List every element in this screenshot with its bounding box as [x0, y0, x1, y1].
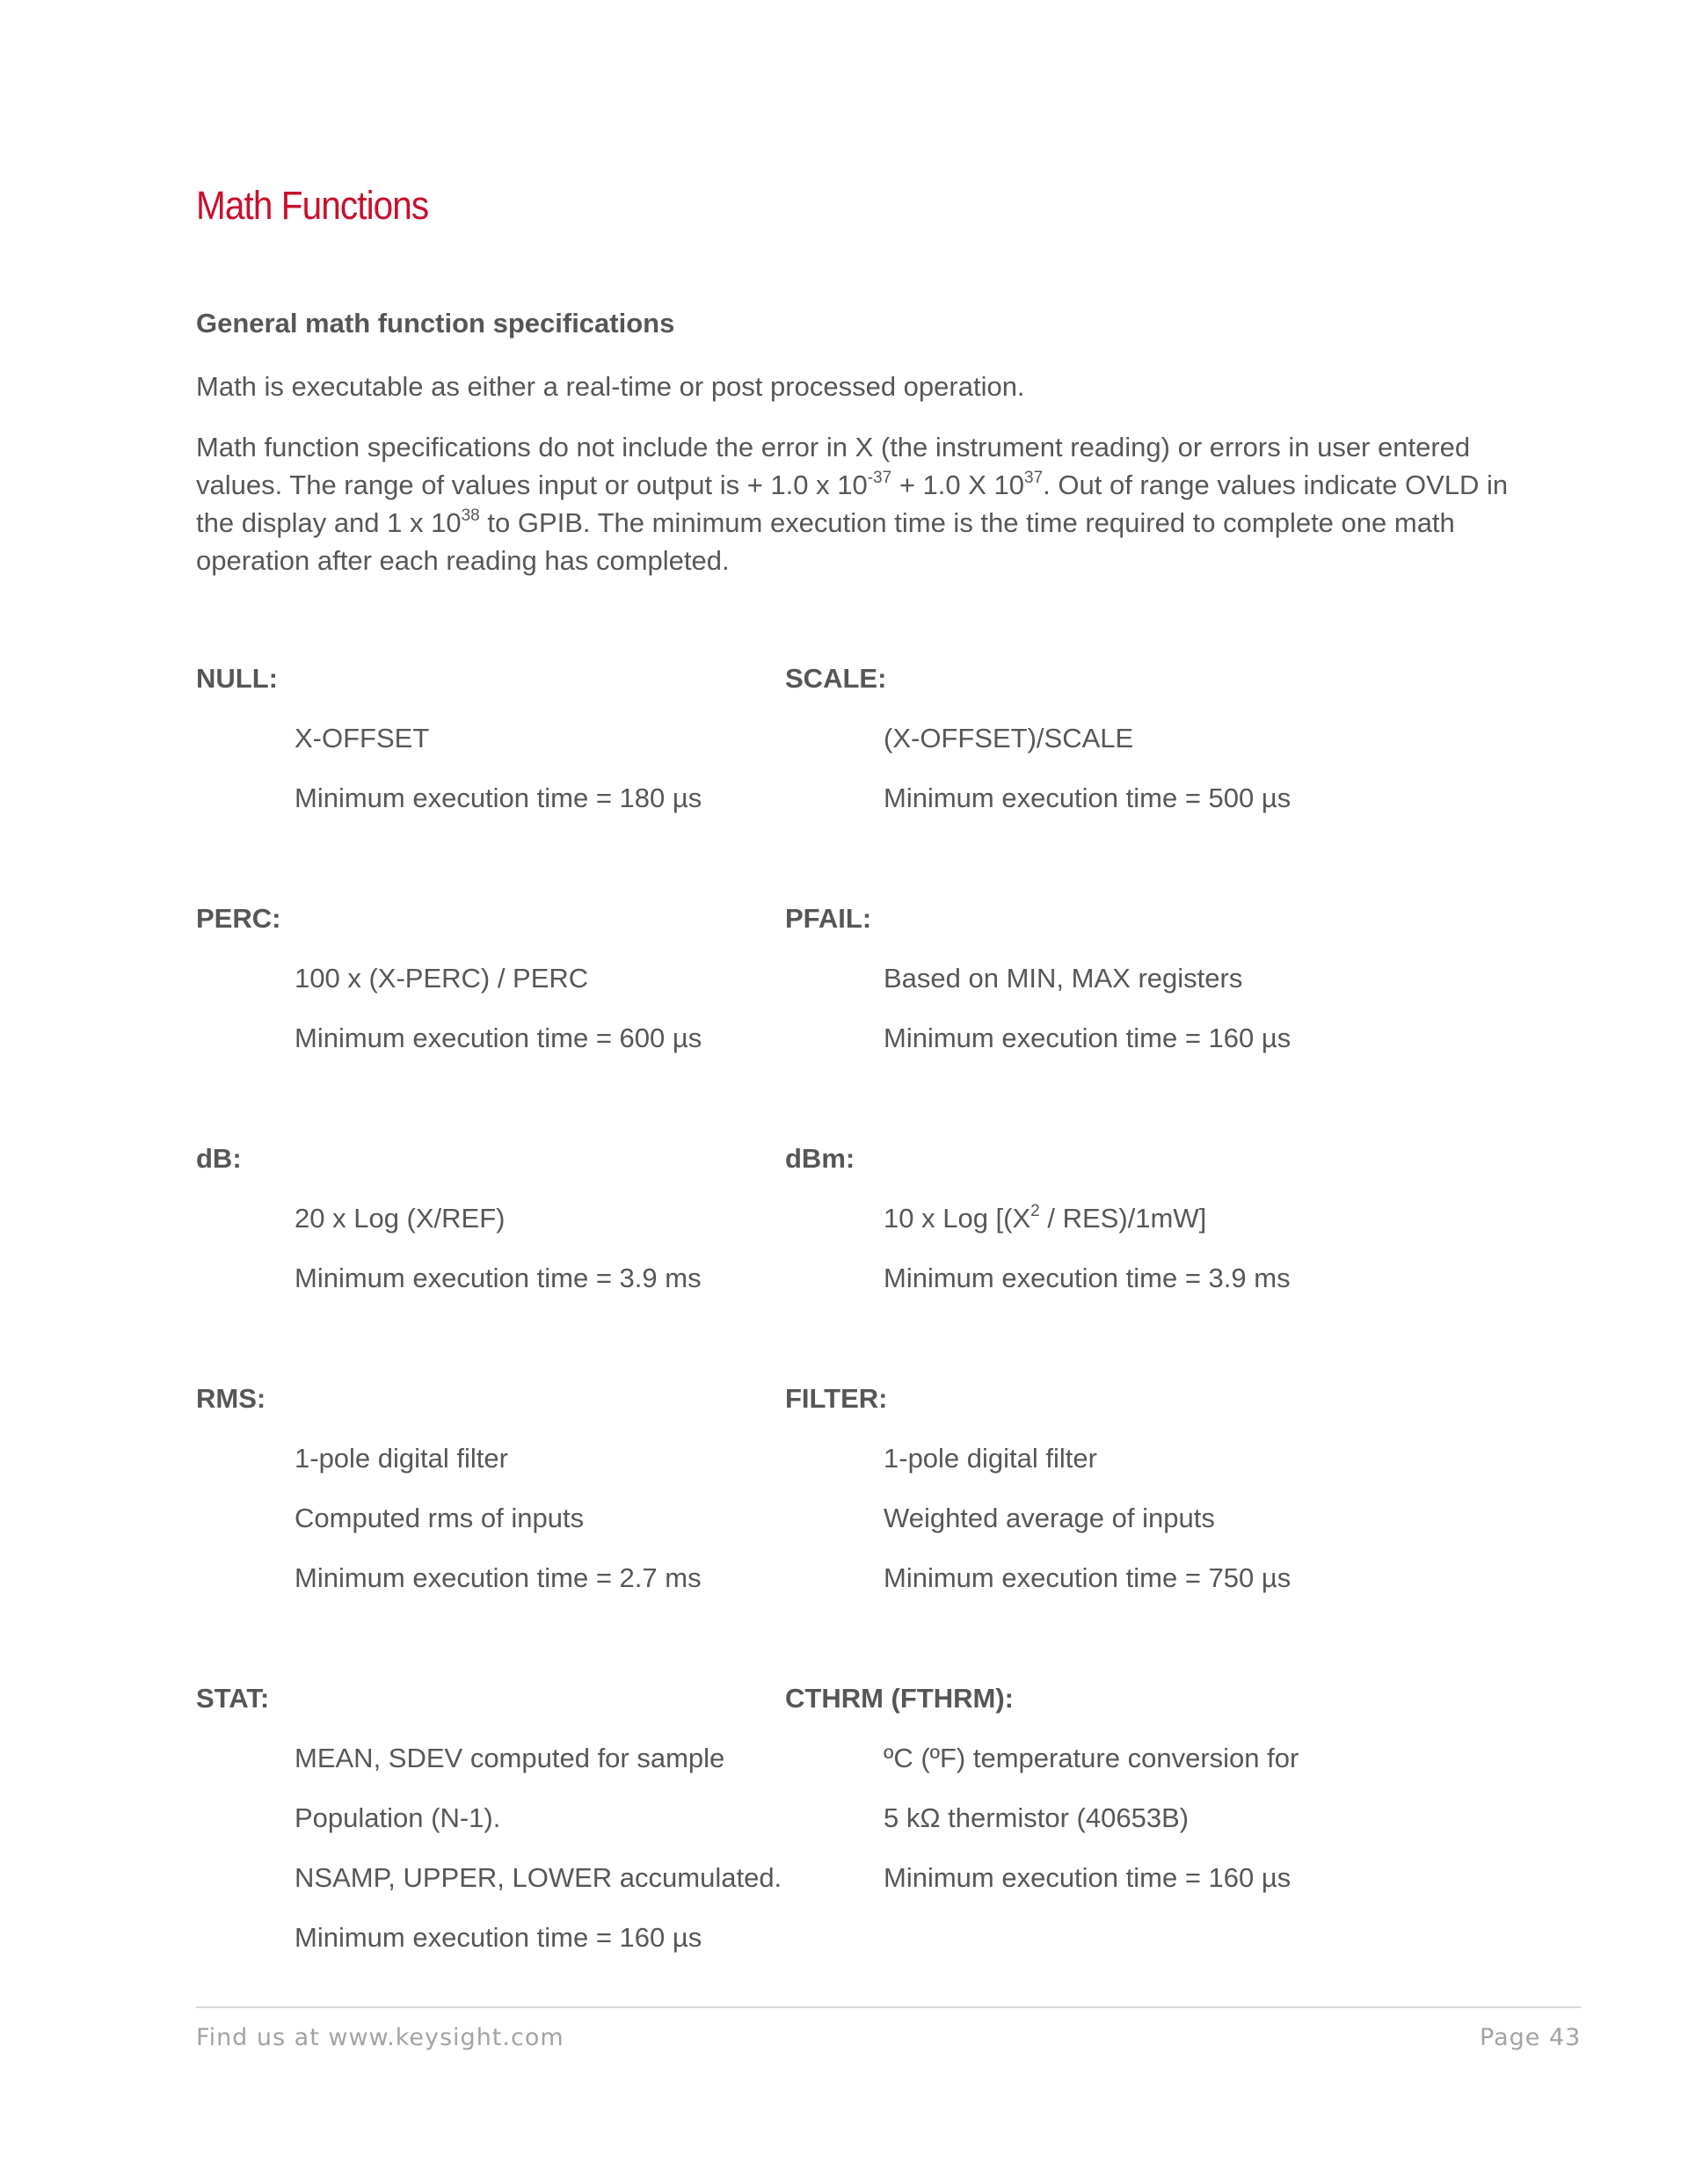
intro-paragraph: Math is executable as either a real-time or post processed operation.	[196, 371, 1025, 402]
dbm-formula	[884, 1203, 1206, 1234]
filter-line-2: Weighted average of inputs	[884, 1503, 1215, 1533]
cthrm-line-2: 5 kΩ thermistor (40653B)	[884, 1802, 1190, 1833]
db-formula: 20 x Log (X/REF)	[295, 1203, 506, 1234]
db-exec-time: Minimum execution time = 3.9 ms	[295, 1263, 702, 1293]
cthrm-line-1: ºC (ºF) temperature conversion for	[884, 1743, 1299, 1773]
section-heading: General math function specifications	[196, 308, 675, 339]
scale-label: SCALE:	[785, 663, 887, 694]
footer-divider	[196, 2006, 1581, 2008]
stat-exec-time: Minimum execution time = 160 µs	[295, 1922, 702, 1953]
range-exponent-1: -37	[867, 469, 892, 487]
pfail-description: Based on MIN, MAX registers	[884, 963, 1243, 994]
dbm-formula-exponent: 2	[1030, 1202, 1040, 1220]
perc-exec-time: Minimum execution time = 600 µs	[295, 1023, 702, 1053]
scale-formula: (X-OFFSET)/SCALE	[884, 723, 1134, 753]
filter-label: FILTER:	[785, 1383, 888, 1414]
pfail-label: PFAIL:	[785, 903, 872, 934]
db-label: dB:	[196, 1143, 242, 1174]
range-exponent-2: 37	[1024, 469, 1044, 487]
stat-line-1: MEAN, SDEV computed for sample	[295, 1743, 725, 1773]
page-number: Page 43	[1480, 2024, 1582, 2051]
dbm-formula-a: 10 x Log [(X	[884, 1203, 1031, 1234]
dbm-label: dBm:	[785, 1143, 855, 1174]
range-text-a: Math function specifications do not include the error in X (the instrument reading) or errors in user entered values. The range of values input or output is + 1.0 x 10	[196, 432, 1471, 500]
page-title: Math Functions	[196, 183, 429, 228]
pfail-exec-time: Minimum execution time = 160 µs	[884, 1023, 1291, 1053]
footer-website: Find us at www.keysight.com	[196, 2024, 564, 2051]
rms-exec-time: Minimum execution time = 2.7 ms	[295, 1562, 702, 1593]
dbm-exec-time: Minimum execution time = 3.9 ms	[884, 1263, 1291, 1293]
rms-line-2: Computed rms of inputs	[295, 1503, 585, 1533]
range-exponent-3: 38	[461, 506, 480, 525]
cthrm-label: CTHRM (FTHRM):	[785, 1683, 1014, 1714]
filter-exec-time: Minimum execution time = 750 µs	[884, 1562, 1291, 1593]
scale-exec-time: Minimum execution time = 500 µs	[884, 783, 1291, 813]
stat-line-2: Population (N-1).	[295, 1802, 501, 1833]
range-text-d: to GPIB. The minimum execution time is the time required to complete one math operation after each reading has completed.	[196, 507, 1455, 576]
stat-line-3: NSAMP, UPPER, LOWER accumulated.	[295, 1862, 782, 1893]
stat-label: STAT:	[196, 1683, 270, 1714]
dbm-formula-b: / RES)/1mW]	[1039, 1203, 1207, 1234]
filter-line-1: 1-pole digital filter	[884, 1443, 1097, 1474]
cthrm-exec-time: Minimum execution time = 160 µs	[884, 1862, 1291, 1893]
null-formula: X-OFFSET	[295, 723, 430, 753]
null-exec-time: Minimum execution time = 180 µs	[295, 783, 702, 813]
range-text-c: . Out of range values indicate OVLD in the display and 1 x 10	[196, 470, 1509, 538]
rms-label: RMS:	[196, 1383, 266, 1414]
range-text-b: + 1.0 X 10	[891, 470, 1025, 500]
perc-label: PERC:	[196, 903, 281, 934]
range-paragraph	[196, 428, 1532, 579]
rms-line-1: 1-pole digital filter	[295, 1443, 508, 1474]
perc-formula: 100 x (X-PERC) / PERC	[295, 963, 589, 994]
null-label: NULL:	[196, 663, 278, 694]
